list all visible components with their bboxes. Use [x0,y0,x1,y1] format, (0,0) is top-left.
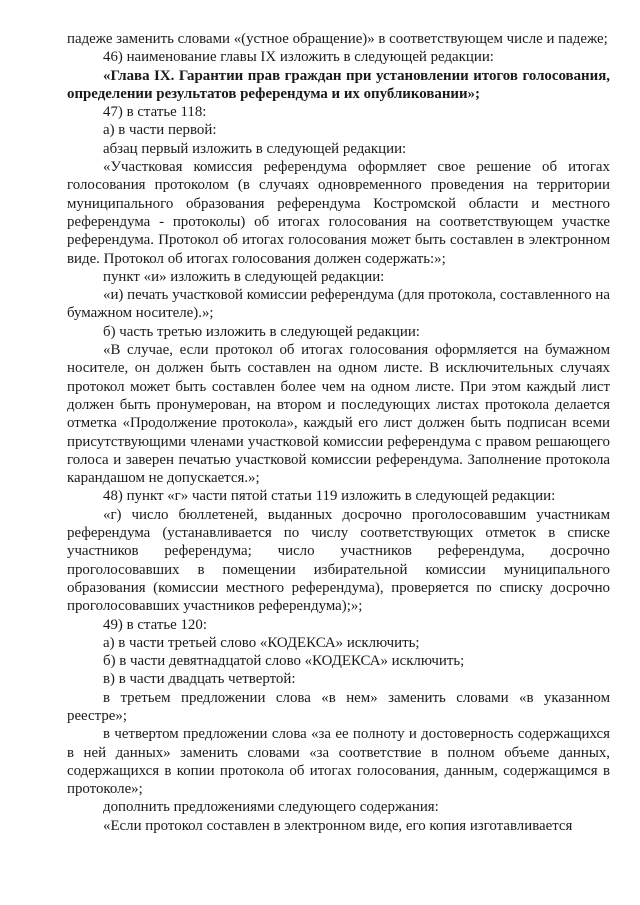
paragraph: «и) печать участковой комиссии референдума (для протокола, составленного на бумажном носителе).»; [67,287,610,322]
paragraph: а) в части третьей слово «КОДЕКСА» исключить; [103,634,420,651]
paragraph: «В случае, если протокол об итогах голосования оформляется на бумажном носителе, он должен быть составлен на одном листе. В исключительных случаях протокол может быть составлен более чем на одном листе. При этом каждый лист должен быть пронумерован, на втором и последующих листах протокола делается отметка «Продолжение протокола», каждый его лист должен быть подписан всеми присутствующими членами участковой комиссии референдума с правом решающего голоса и заверен печатью участковой комиссии референдума. Заполнение протокола карандашом не допускается.»; [67,342,610,487]
paragraph: б) в части девятнадцатой слово «КОДЕКСА» исключить; [103,653,465,670]
paragraph: в) в части двадцать четвертой: [103,671,296,688]
paragraph: «Участковая комиссия референдума оформляет свое решение об итогах голосования протоколом (в случаях одновременного проведения на территории муниципального образования референдума Костромской области и местного референдума - протоколы) об итогах голосования на соответствующем участке референдума. Протокол об итогах голосования может быть составлен в электронном виде. Протокол об итогах голосования должен содержать:»; [67,159,610,267]
paragraph: абзац первый изложить в следующей редакции: [103,140,407,157]
paragraph: «Если протокол составлен в электронном виде, его копия изготавливается [103,817,573,834]
chapter-title-paragraph: «Глава IX. Гарантии прав граждан при установлении итогов голосования, определении результатов референдума и их опубликовании»; [67,67,610,102]
paragraph: 48) пункт «г» части пятой статьи 119 изложить в следующей редакции: [103,488,556,505]
paragraph: 46) наименование главы IX изложить в следующей редакции: [103,49,494,66]
paragraph: пункт «и» изложить в следующей редакции: [103,268,385,285]
paragraph: в третьем предложении слова «в нем» заменить словами «в указанном реестре»; [67,689,610,724]
paragraph: 47) в статье 118: [103,104,207,121]
paragraph: б) часть третью изложить в следующей редакции: [103,323,420,340]
document-page [67,30,610,835]
paragraph: а) в части первой: [103,122,217,139]
paragraph: 49) в статье 120: [103,616,207,633]
paragraph: «г) число бюллетеней, выданных досрочно проголосовавшим участникам референдума (устанавливается по числу соответствующих отметок в списке участников референдума; число участников референдума, досрочно проголосовавших в помещении избирательной комиссии муниципального образования (комиссии местного референдума), проверяется по списку досрочно проголосовавших участников референдума);»; [67,506,610,615]
paragraph: падеже заменить словами «(устное обращение)» в соответствующем числе и падеже; [67,31,608,47]
paragraph: в четвертом предложении слова «за ее полноту и достоверность содержащихся в ней данных» заменить словами «за соответствие в полном объеме данных, содержащихся в копии протокола об итогах голосования, данным, содержащимся в протоколе»; [67,726,610,798]
paragraph: дополнить предложениями следующего содержания: [103,799,439,816]
